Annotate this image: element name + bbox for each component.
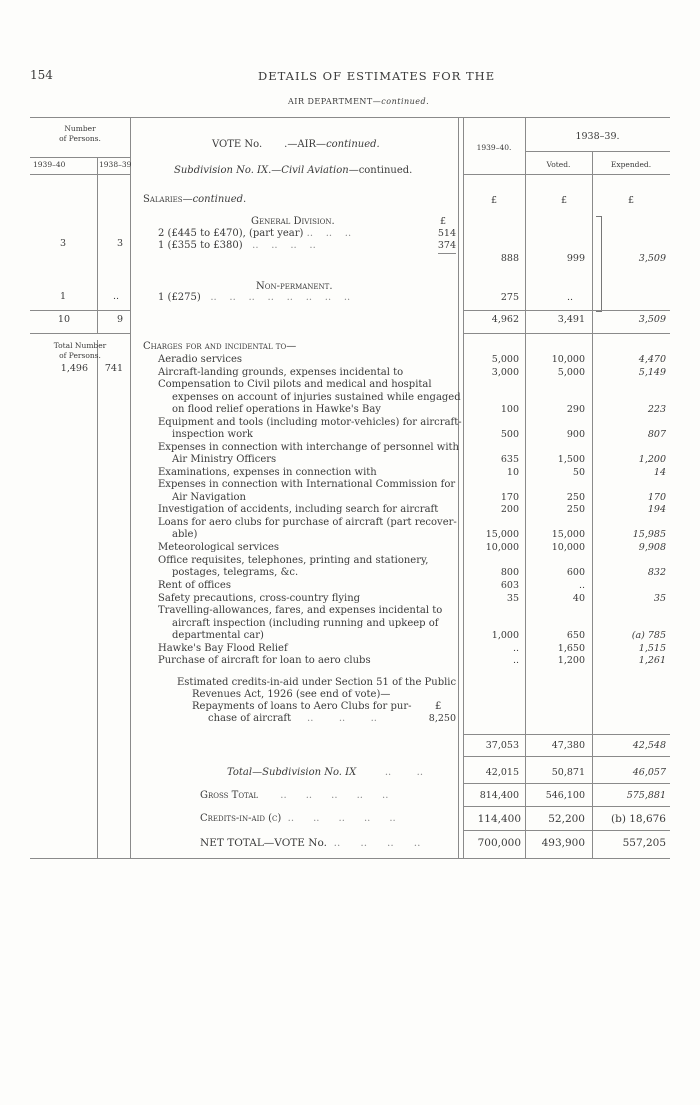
salary-line-1: 2 (£445 to £470), (part year) .. .. .. [158,228,352,239]
charge-item-expended: 807 [647,429,666,440]
pound-voted: £ [561,195,568,206]
salary-subtotal-expended: 3,509 [638,253,666,264]
charge-item-1939: 200 [500,504,519,516]
charge-item-text: Expenses in connection with International Commission for [158,479,456,491]
running-title: DETAILS OF ESTIMATES FOR THE [258,69,496,83]
charge-item-voted: 250 [566,504,585,516]
charge-item-voted: 290 [566,404,585,415]
np-voted: .. [566,292,573,303]
charge-item-voted: 1,200 [557,655,585,667]
gross-rule [463,806,670,807]
credits-note-3: Repayments of loans to Aero Clubs for pur- [192,701,412,712]
charge-item-voted: 650 [566,629,585,641]
charge-item-expended: 14 [653,466,666,478]
charges-rule-amounts [463,333,670,334]
gross-total-1939: 814,400 [479,790,519,801]
charge-item-1939: 3,000 [491,366,519,378]
charges-rule-persons [30,333,130,334]
charge-item-voted: 900 [566,429,585,440]
persons-year-divider-lower [97,340,98,858]
charge-item-text: Rent of offices [158,579,231,591]
net-total-1939: 700,000 [477,837,521,849]
charge-item-1939: 10,000 [485,542,519,554]
department-subtitle: AIR DEPARTMENT—continued. [288,97,430,106]
col-expended-head: Expended. [610,160,652,169]
charge-item-text: Expenses in connection with interchange of personnel with [158,441,459,453]
charge-item-expended: 4,470 [638,354,666,365]
np-1939: 275 [500,292,519,303]
charge-item-expended: 15,985 [632,529,666,541]
persons-subhead-rule [30,157,130,158]
total-subdivision-1939: 42,015 [485,767,519,778]
charge-item-expended: 5,149 [638,366,666,378]
total-persons-a: 10 [57,314,70,325]
net-total-expended: 557,205 [622,837,666,849]
salary-subtotal-voted: 999 [566,253,585,264]
charge-item-text: Examinations, expenses in connection with [158,466,377,478]
subdivision-rule-top [463,756,670,757]
charge-item-1939: .. [512,655,519,667]
charge-item-1939: 170 [500,491,519,503]
charges-persons-a: 1,496 [60,363,88,374]
persons-head-rule [30,174,130,175]
charges-persons-b: 741 [104,363,123,374]
charge-item-voted: 1,650 [557,642,585,654]
pound-general: £ [440,216,447,227]
charge-item-1939: 100 [500,404,519,415]
charge-item-text: Aircraft-landing grounds, expenses incidental to [158,366,404,378]
charge-item-text: Meteorological services [158,542,280,554]
credits-rule [463,830,670,831]
gross-total-voted: 546,100 [545,790,585,801]
page-number: 154 [30,68,53,82]
salary-line-1-amount: 514 [437,228,456,239]
charge-item-text: Air Navigation [172,491,246,503]
charge-item-text: able) [172,529,198,541]
np-persons-a: 1 [59,291,66,302]
voted-head-rule [525,151,670,152]
salary-total-1939: 4,962 [491,314,519,325]
charge-item-expended: 1,200 [638,454,666,465]
persons-year1-head: 1939–40 [33,160,66,169]
col-voted-head: Voted. [546,160,571,169]
gross-total-label: Gross Total .. .. .. .. .. [200,790,389,801]
desc-divider-a [458,117,459,858]
charge-item-text: Office requisites, telephones, printing and stationery, [158,554,429,566]
number-of-persons-head: Number of Persons. [59,124,101,143]
charges-total-voted: 47,380 [551,740,585,751]
charge-item-voted: 600 [566,567,585,579]
charge-item-text: Aeradio services [158,354,243,365]
credits-note-amount: 8,250 [428,713,456,724]
charge-item-expended: 9,908 [638,542,666,554]
charges-heading: Charges for and incidental to— [143,341,297,352]
vote-heading: VOTE No. .—AIR—continued. [212,139,380,150]
credits-in-aid-expended: (b) 18,676 [611,813,666,825]
salary-total-expended: 3,509 [638,314,666,325]
np-persons-b: .. [112,291,119,302]
salary-line-2: 1 (£355 to £380) .. .. .. .. [158,240,316,251]
charge-item-1939: 5,000 [491,354,519,365]
pound-1939: £ [491,195,498,206]
net-total-label: NET TOTAL—VOTE No. .. .. .. .. [200,837,421,849]
salary-subtotal-1939: 888 [500,253,519,264]
charge-item-text: Travelling-allowances, fares, and expenses incidental to [158,605,443,617]
charge-item-text: aircraft inspection (including running and upkeep of [172,617,439,629]
pound-expended: £ [628,195,635,206]
charges-total-expended: 42,548 [632,740,666,751]
total-persons-b: 9 [116,314,123,325]
charge-item-1939: 15,000 [485,529,519,541]
charge-item-1939: 603 [500,579,519,591]
net-total-voted: 493,900 [541,837,585,849]
charge-item-voted: .. [578,579,585,591]
gross-total-expended: 575,881 [626,790,666,801]
charge-item-text: inspection work [172,429,253,440]
salary-total-rule-persons [30,310,130,311]
persons-divider [130,117,131,858]
total-subdivision-expended: 46,057 [632,767,666,778]
amount-head-rule [463,174,670,175]
credits-in-aid-label: Credits-in-aid (c) .. .. .. .. .. [200,813,396,824]
credits-note-1: Estimated credits-in-aid under Section 51 of the Public [177,677,457,688]
charge-item-text: Purchase of aircraft for loan to aero clubs [158,655,371,667]
charge-item-text: Hawke's Bay Flood Relief [158,642,288,654]
charge-item-1939: 35 [506,592,519,604]
credits-in-aid-voted: 52,200 [548,813,585,825]
charge-item-1939: 500 [500,429,519,440]
charge-item-text: Loans for aero clubs for purchase of aircraft (part recover- [158,517,457,529]
salary-line-2-amount: 374 [437,240,456,251]
expended-brace [596,216,602,312]
charge-item-text: Compensation to Civil pilots and medical and hospital [158,379,432,391]
non-permanent-line: 1 (£275) .. .. .. .. .. .. .. .. [158,292,351,303]
table-top-rule [30,117,670,118]
salary-persons-a: 3 [59,238,66,249]
charge-item-voted: 1,500 [557,454,585,465]
charge-item-expended: 1,261 [638,655,666,667]
salary-persons-b: 3 [116,238,123,249]
charge-item-voted: 10,000 [551,354,585,365]
charge-item-text: postages, telegrams, &c. [172,567,299,579]
persons-year2-head: 1938–39 [99,160,132,169]
credits-note-2: Revenues Act, 1926 (see end of vote)— [192,689,391,700]
salary-total-rule-amounts [463,310,670,311]
charge-item-1939: .. [512,642,519,654]
charge-item-voted: 15,000 [551,529,585,541]
col-1938-head: 1938–39. [575,131,620,142]
charge-item-1939: 635 [500,454,519,465]
salary-total-voted: 3,491 [557,314,585,325]
total-subdivision-voted: 50,871 [551,767,585,778]
charge-item-text: expenses on account of injuries sustained while engaged [172,391,461,403]
charge-item-expended: (a) 785 [631,629,666,641]
total-subdivision-label: Total—Subdivision No. IX .. .. [227,767,423,778]
charges-total-1939: 37,053 [485,740,519,751]
salary-sum-rule [438,253,456,254]
charge-item-1939: 10 [506,466,519,478]
charge-item-voted: 10,000 [551,542,585,554]
charge-item-expended: 170 [647,491,666,503]
charge-item-1939: 800 [500,567,519,579]
col-1939-head: 1939–40. [476,143,512,152]
charge-item-text: departmental car) [172,629,264,641]
credits-note-pound: £ [435,701,442,712]
total-number-head: Total Number of Persons. [53,341,107,360]
subdivision-heading: Subdivision No. IX.—Civil Aviation—continued. [174,165,413,176]
charges-total-rule [463,734,670,735]
charge-item-text: Equipment and tools (including motor-vehicles) for aircraft- [158,416,462,428]
charge-item-expended: 223 [647,404,666,415]
charge-item-text: Air Ministry Officers [172,454,277,465]
non-permanent-heading: Non-permanent. [256,281,333,292]
charge-item-text: Investigation of accidents, including search for aircraft [158,504,439,516]
charge-item-voted: 250 [566,491,585,503]
charge-item-expended: 832 [647,567,666,579]
charge-item-text: on flood relief operations in Hawke's Bay [172,404,381,415]
table-bottom-rule [30,858,670,859]
salaries-heading: Salaries—continued. [143,194,247,205]
charge-item-expended: 35 [653,592,666,604]
charge-item-voted: 5,000 [557,366,585,378]
charge-item-voted: 50 [572,466,585,478]
subdivision-rule-bottom [463,783,670,784]
charge-item-voted: 40 [572,592,585,604]
charge-item-expended: 1,515 [638,642,666,654]
charge-item-expended: 194 [647,504,666,516]
charge-item-text: Safety precautions, cross-country flying [158,592,361,604]
general-division-heading: General Division. [251,216,335,227]
charge-item-1939: 1,000 [491,629,519,641]
credits-note-4: chase of aircraft .. .. .. [208,713,377,724]
credits-in-aid-1939: 114,400 [477,813,521,825]
